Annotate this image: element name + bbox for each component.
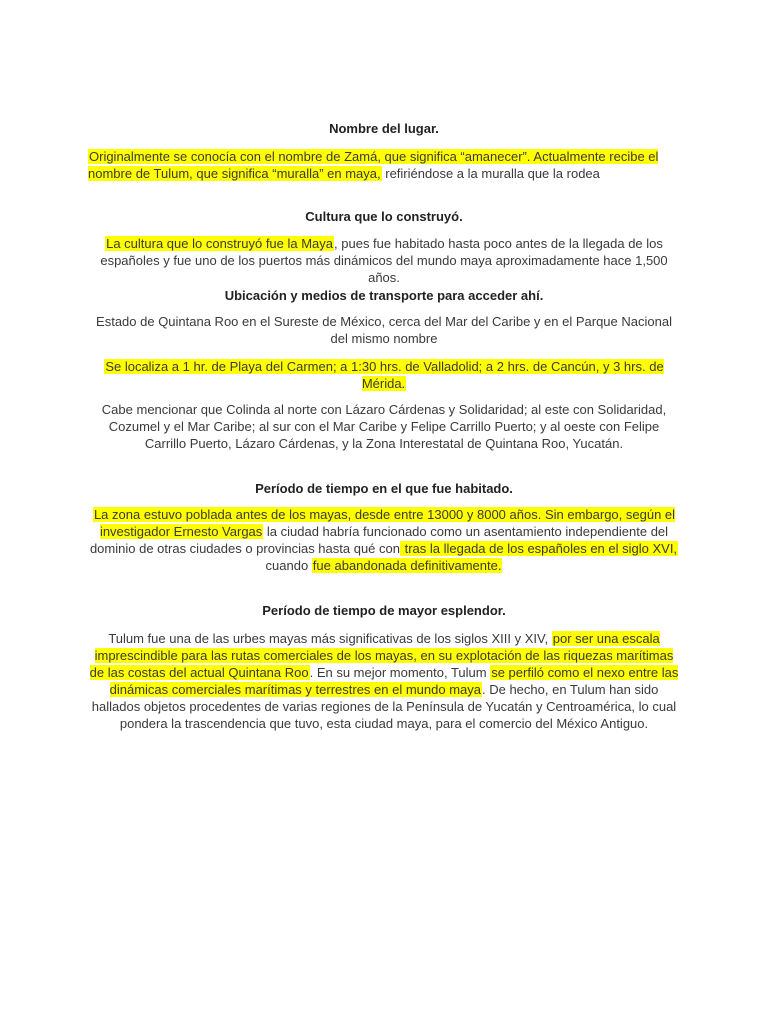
highlighted-text: La cultura que lo construyó fue la Maya: [106, 236, 334, 251]
highlighted-text: Se localiza a 1 hr. de Playa del Carmen; a 1:30 hrs. de Valladolid; a 2 hrs. de Cancún, y 3 hrs. de Mérida.: [105, 359, 664, 391]
paragraph-colindancias: Cabe mencionar que Colinda al norte con Lázaro Cárdenas y Solidaridad; al este con Solidaridad, Cozumel y el Mar Caribe; al sur con el Mar Caribe y Felipe Carrillo Puerto; y al oeste con Felipe Carrillo Puerto, Lázaro Cárdenas, y la Zona Interestatal de Quintana Roo, Yucatán.: [101, 402, 667, 451]
highlighted-text: fue abandonada definitivamente.: [312, 558, 502, 573]
paragraph-text: . En su mejor momento, Tulum: [309, 665, 491, 680]
paragraph-text: refiriéndose a la muralla que la rodea: [381, 166, 600, 181]
heading-mayor-esplendor: Período de tiempo de mayor esplendor.: [262, 603, 506, 618]
paragraph-text: cuando: [265, 558, 312, 573]
paragraph-distancias: [88, 358, 680, 392]
paragraph-periodo-habitado: [88, 506, 680, 574]
heading-ubicacion: Ubicación y medios de transporte para acceder ahí.: [224, 288, 544, 303]
highlighted-text: se perfiló como el nexo entre las dinámicas comerciales marítimas y terrestres en el mundo maya: [109, 665, 679, 697]
heading-nombre-del-lugar: Nombre del lugar.: [329, 121, 439, 136]
paragraph-ubicacion: Estado de Quintana Roo en el Sureste de México, cerca del Mar del Caribe y en el Parque Nacional del mismo nombre: [96, 314, 672, 346]
paragraph-nombre: [88, 148, 680, 182]
paragraph-cultura: [88, 235, 680, 286]
paragraph-mayor-esplendor: [88, 630, 680, 732]
paragraph-text: , pues fue habitado hasta poco antes de la llegada de los españoles y fue uno de los puertos más dinámicos del mundo maya aproximadamente hace 1,500 años.: [100, 236, 668, 285]
highlighted-text: por ser una escala imprescindible para las rutas comerciales de los mayas, en su explotación de las riquezas marítimas de las costas del actual Quintana Roo: [89, 631, 674, 680]
highlighted-text: Originalmente se conocía con el nombre de Zamá, que significa “amanecer”. Actualmente recibe el nombre de Tulum, que significa “muralla” en maya,: [88, 149, 659, 181]
heading-periodo-habitado: Período de tiempo en el que fue habitado.: [255, 481, 513, 496]
heading-cultura: Cultura que lo construyó.: [305, 209, 463, 224]
highlighted-text: tras la llegada de los españoles en el siglo XVI,: [400, 541, 678, 556]
paragraph-text: la ciudad habría funcionado como un asentamiento independiente del dominio de otras ciudades o provincias hasta qué con: [89, 524, 669, 556]
highlighted-text: La zona estuvo poblada antes de los mayas, desde entre 13000 y 8000 años. Sin embargo, según el investigador Ernesto Vargas: [93, 507, 676, 539]
paragraph-text: Tulum fue una de las urbes mayas más significativas de los siglos XIII y XIV,: [108, 631, 552, 646]
paragraph-text: . De hecho, en Tulum han sido hallados objetos procedentes de varias regiones de la Península de Yucatán y Centroamérica, lo cual pondera la trascendencia que tuvo, esta ciudad maya, para el comercio del México Antiguo.: [91, 682, 677, 731]
